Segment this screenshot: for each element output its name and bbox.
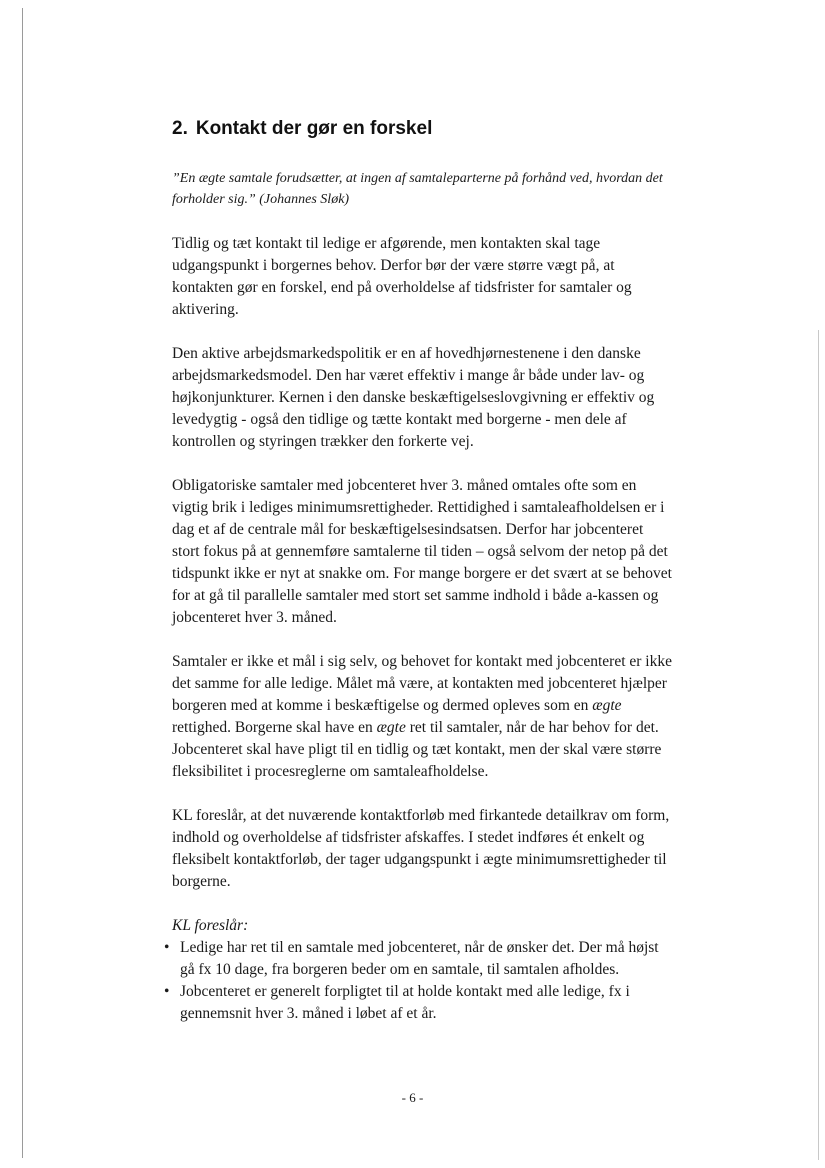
emphasis-aegte-2: ægte — [376, 719, 406, 736]
epigraph-quote: ”En ægte samtale forudsætter, at ingen af samtaleparterne på forhånd ved, hvordan det forholder sig.” (Johannes Sløk) — [172, 171, 663, 207]
paragraph-4 — [172, 651, 672, 783]
paragraph-4-part-1: Samtaler er ikke et mål i sig selv, og behovet for kontakt med jobcenteret er ikke det samme for alle ledige. Målet må være, at kontakten med jobcenteret hjælper borgeren med at komme i beskæftigelse og dermed opleves som en — [172, 653, 672, 714]
paragraph-4-part-2: rettighed. Borgerne skal have en — [172, 719, 377, 736]
proposals-list — [164, 937, 672, 1025]
scan-right-edge — [818, 330, 819, 1160]
emphasis-aegte-1: ægte — [592, 697, 622, 714]
scan-left-edge — [22, 8, 23, 1158]
list-item-text: Ledige har ret til en samtale med jobcenteret, når de ønsker det. Der må højst gå fx 10 dage, fra borgeren beder om en samtale, til samtalen afholdes. — [180, 939, 659, 978]
proposals-label: KL foreslår: — [172, 917, 249, 934]
paragraph-4-part-3: ret til samtaler, når de har behov for det. Jobcenteret skal have pligt til en tidlig og tæt kontakt, men der skal være større fleksibilitet i procesreglerne om samtaleafholdelse. — [172, 719, 662, 780]
paragraph-1: Tidlig og tæt kontakt til ledige er afgørende, men kontakten skal tage udgangspunkt i borgernes behov. Derfor bør der være større vægt på, at kontakten gør en forskel, end på overholdelse af tidsfrister for samtaler og aktivering. — [172, 235, 632, 318]
list-item — [164, 937, 672, 981]
page-number: - 6 - — [401, 1090, 424, 1105]
section-heading — [172, 118, 672, 140]
paragraph-2: Den aktive arbejdsmarkedspolitik er en af hovedhjørnestenene i den danske arbejdsmarkedsmodel. Den har været effektiv i mange år både under lav- og højkonjunkturer. Kernen i den danske beskæftigelseslovgivning er effektiv og levedygtig - også den tidlige og tætte kontakt med borgerne - men dele af kontrollen og styringen trækker den forkerte vej. — [172, 345, 655, 450]
document-body — [164, 118, 672, 1025]
bullet-icon: • — [164, 983, 170, 1000]
bullet-icon: • — [164, 939, 170, 956]
section-number: 2. — [172, 118, 188, 139]
list-item-text: Jobcenteret er generelt forpligtet til at holde kontakt med alle ledige, fx i gennemsnit hver 3. måned i løbet af et år. — [180, 983, 630, 1022]
paragraph-3: Obligatoriske samtaler med jobcenteret hver 3. måned omtales ofte som en vigtig brik i lediges minimumsrettigheder. Rettidighed i samtaleafholdelsen er i dag et af de centrale mål for beskæftigelsesindsatsen. Derfor har jobcenteret stort fokus på at gennemføre samtalerne til tiden – også selvom der netop på det tidspunkt ikke er nyt at snakke om. For mange borgere er det svært at se behovet for at gå til parallelle samtaler med stort set samme indhold i både a-kassen og jobcenteret hver 3. måned. — [172, 477, 672, 626]
section-title: Kontakt der gør en forskel — [195, 118, 433, 139]
paragraph-5: KL foreslår, at det nuværende kontaktforløb med firkantede detailkrav om form, indhold og overholdelse af tidsfrister afskaffes. I stedet indføres ét enkelt og fleksibelt kontaktforløb, der tager udgangspunkt i ægte minimumsrettigheder til borgerne. — [172, 807, 670, 890]
list-item — [164, 981, 672, 1025]
